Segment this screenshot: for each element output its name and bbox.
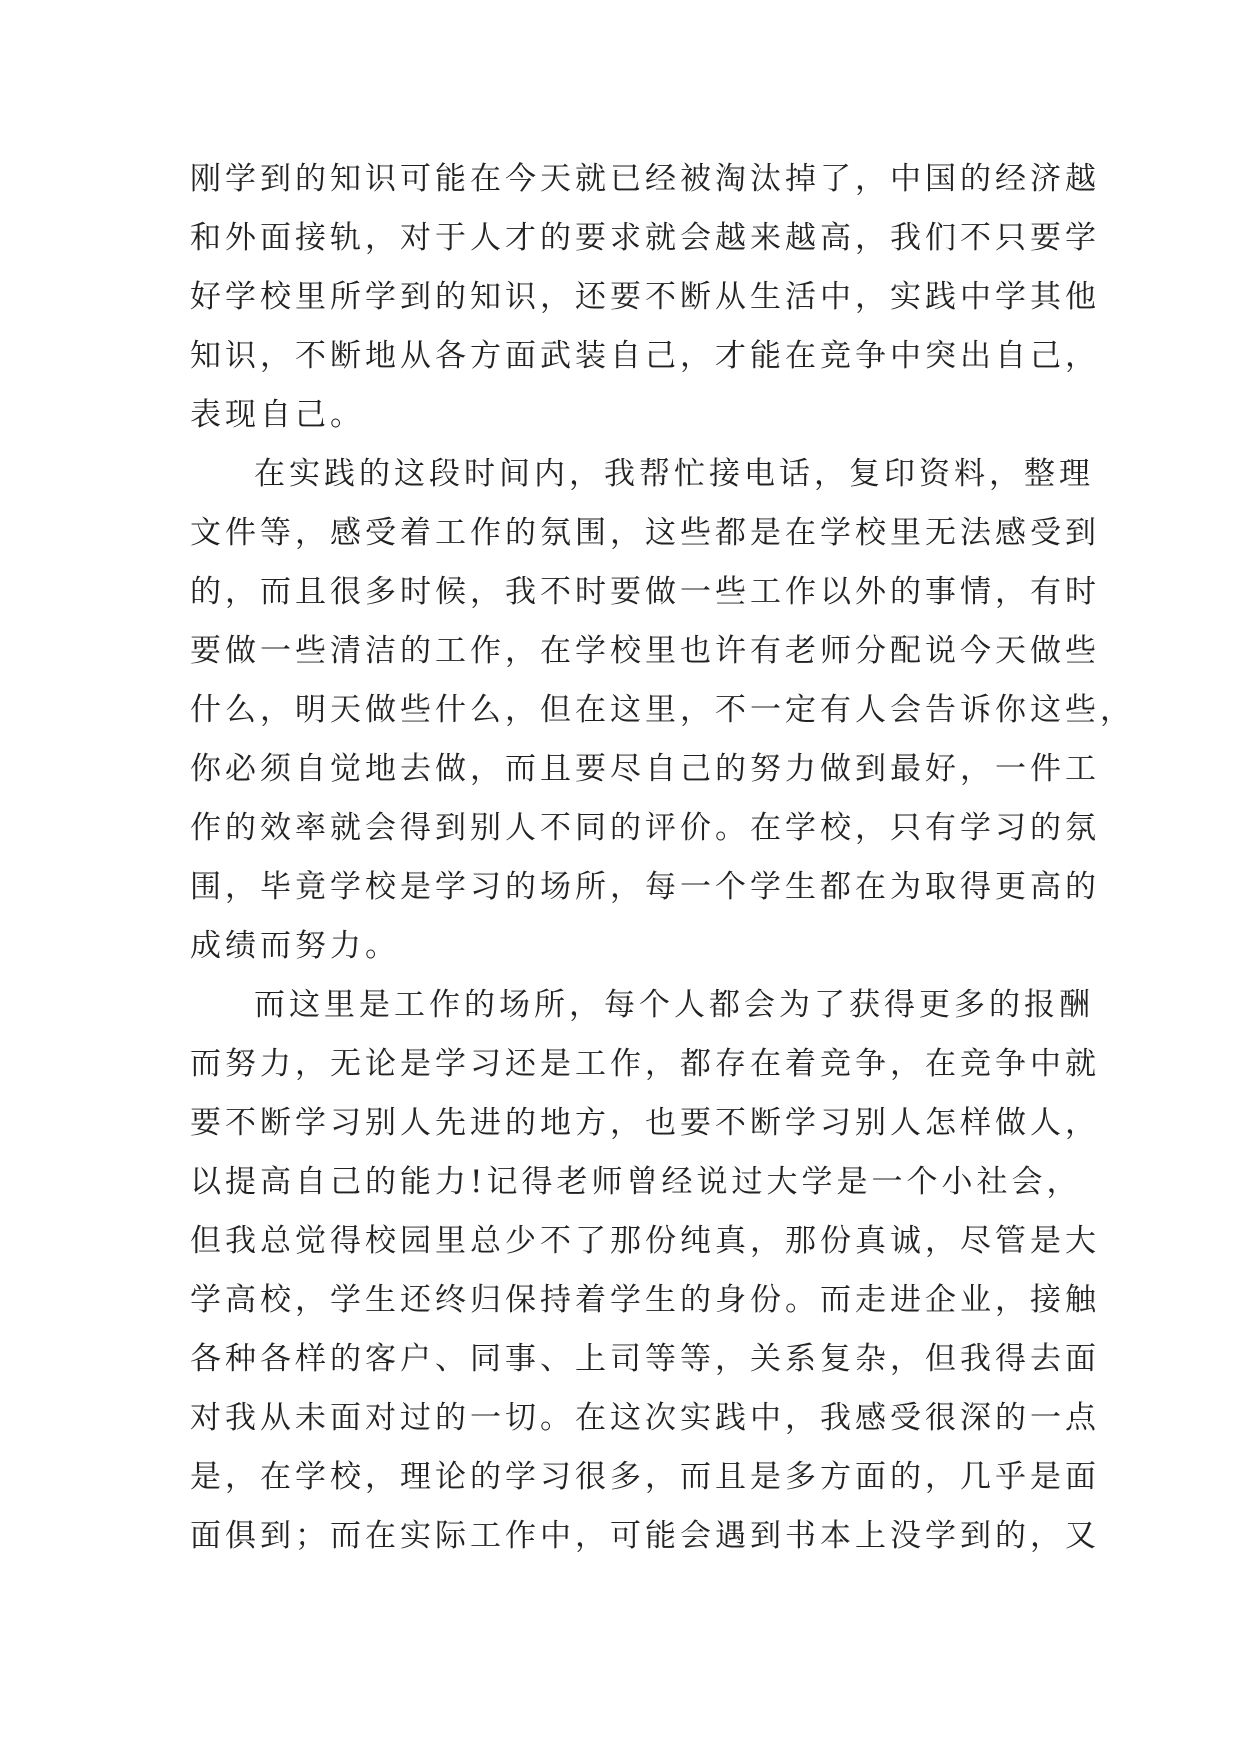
document-page <box>190 150 1135 1566</box>
paragraph-first-line: 在实践的这段时间内，我帮忙接电话，复印资料，整理 <box>254 456 1094 492</box>
text-line: 围，毕竟学校是学习的场所，每一个学生都在为取得更高的 <box>190 869 1100 905</box>
text-line: 成绩而努力。 <box>190 928 400 964</box>
text-line: 学高校，学生还终归保持着学生的身份。而走进企业，接触 <box>190 1282 1100 1318</box>
text-line: 要做一些清洁的工作，在学校里也许有老师分配说今天做些 <box>190 633 1100 669</box>
text-line: 而努力，无论是学习还是工作，都存在着竞争，在竞争中就 <box>190 1046 1100 1082</box>
text-line: 各种各样的客户、同事、上司等等，关系复杂，但我得去面 <box>190 1341 1100 1377</box>
text-line: 作的效率就会得到别人不同的评价。在学校，只有学习的氛 <box>190 810 1100 846</box>
text-line: 你必须自觉地去做，而且要尽自己的努力做到最好，一件工 <box>190 751 1100 787</box>
text-line: 知识，不断地从各方面武装自己，才能在竞争中突出自己， <box>190 338 1100 374</box>
text-line: 面俱到；而在实际工作中，可能会遇到书本上没学到的，又 <box>190 1518 1100 1554</box>
text-line: 和外面接轨，对于人才的要求就会越来越高，我们不只要学 <box>190 220 1100 256</box>
text-line: 是，在学校，理论的学习很多，而且是多方面的，几乎是面 <box>190 1459 1100 1495</box>
text-line: 以提高自己的能力!记得老师曾经说过大学是一个小社会， <box>190 1164 1082 1200</box>
text-line: 对我从未面对过的一切。在这次实践中，我感受很深的一点 <box>190 1400 1100 1436</box>
text-line: 什么，明天做些什么，但在这里，不一定有人会告诉你这些， <box>190 692 1135 728</box>
text-line: 刚学到的知识可能在今天就已经被淘汰掉了，中国的经济越 <box>190 161 1100 197</box>
text-line: 的，而且很多时候，我不时要做一些工作以外的事情，有时 <box>190 574 1100 610</box>
text-line: 但我总觉得校园里总少不了那份纯真，那份真诚，尽管是大 <box>190 1223 1100 1259</box>
text-line: 表现自己。 <box>190 397 365 433</box>
text-line: 好学校里所学到的知识，还要不断从生活中，实践中学其他 <box>190 279 1100 315</box>
text-line: 文件等，感受着工作的氛围，这些都是在学校里无法感受到 <box>190 515 1100 551</box>
paragraph-first-line: 而这里是工作的场所，每个人都会为了获得更多的报酬 <box>254 987 1094 1023</box>
text-line: 要不断学习别人先进的地方，也要不断学习别人怎样做人， <box>190 1105 1100 1141</box>
